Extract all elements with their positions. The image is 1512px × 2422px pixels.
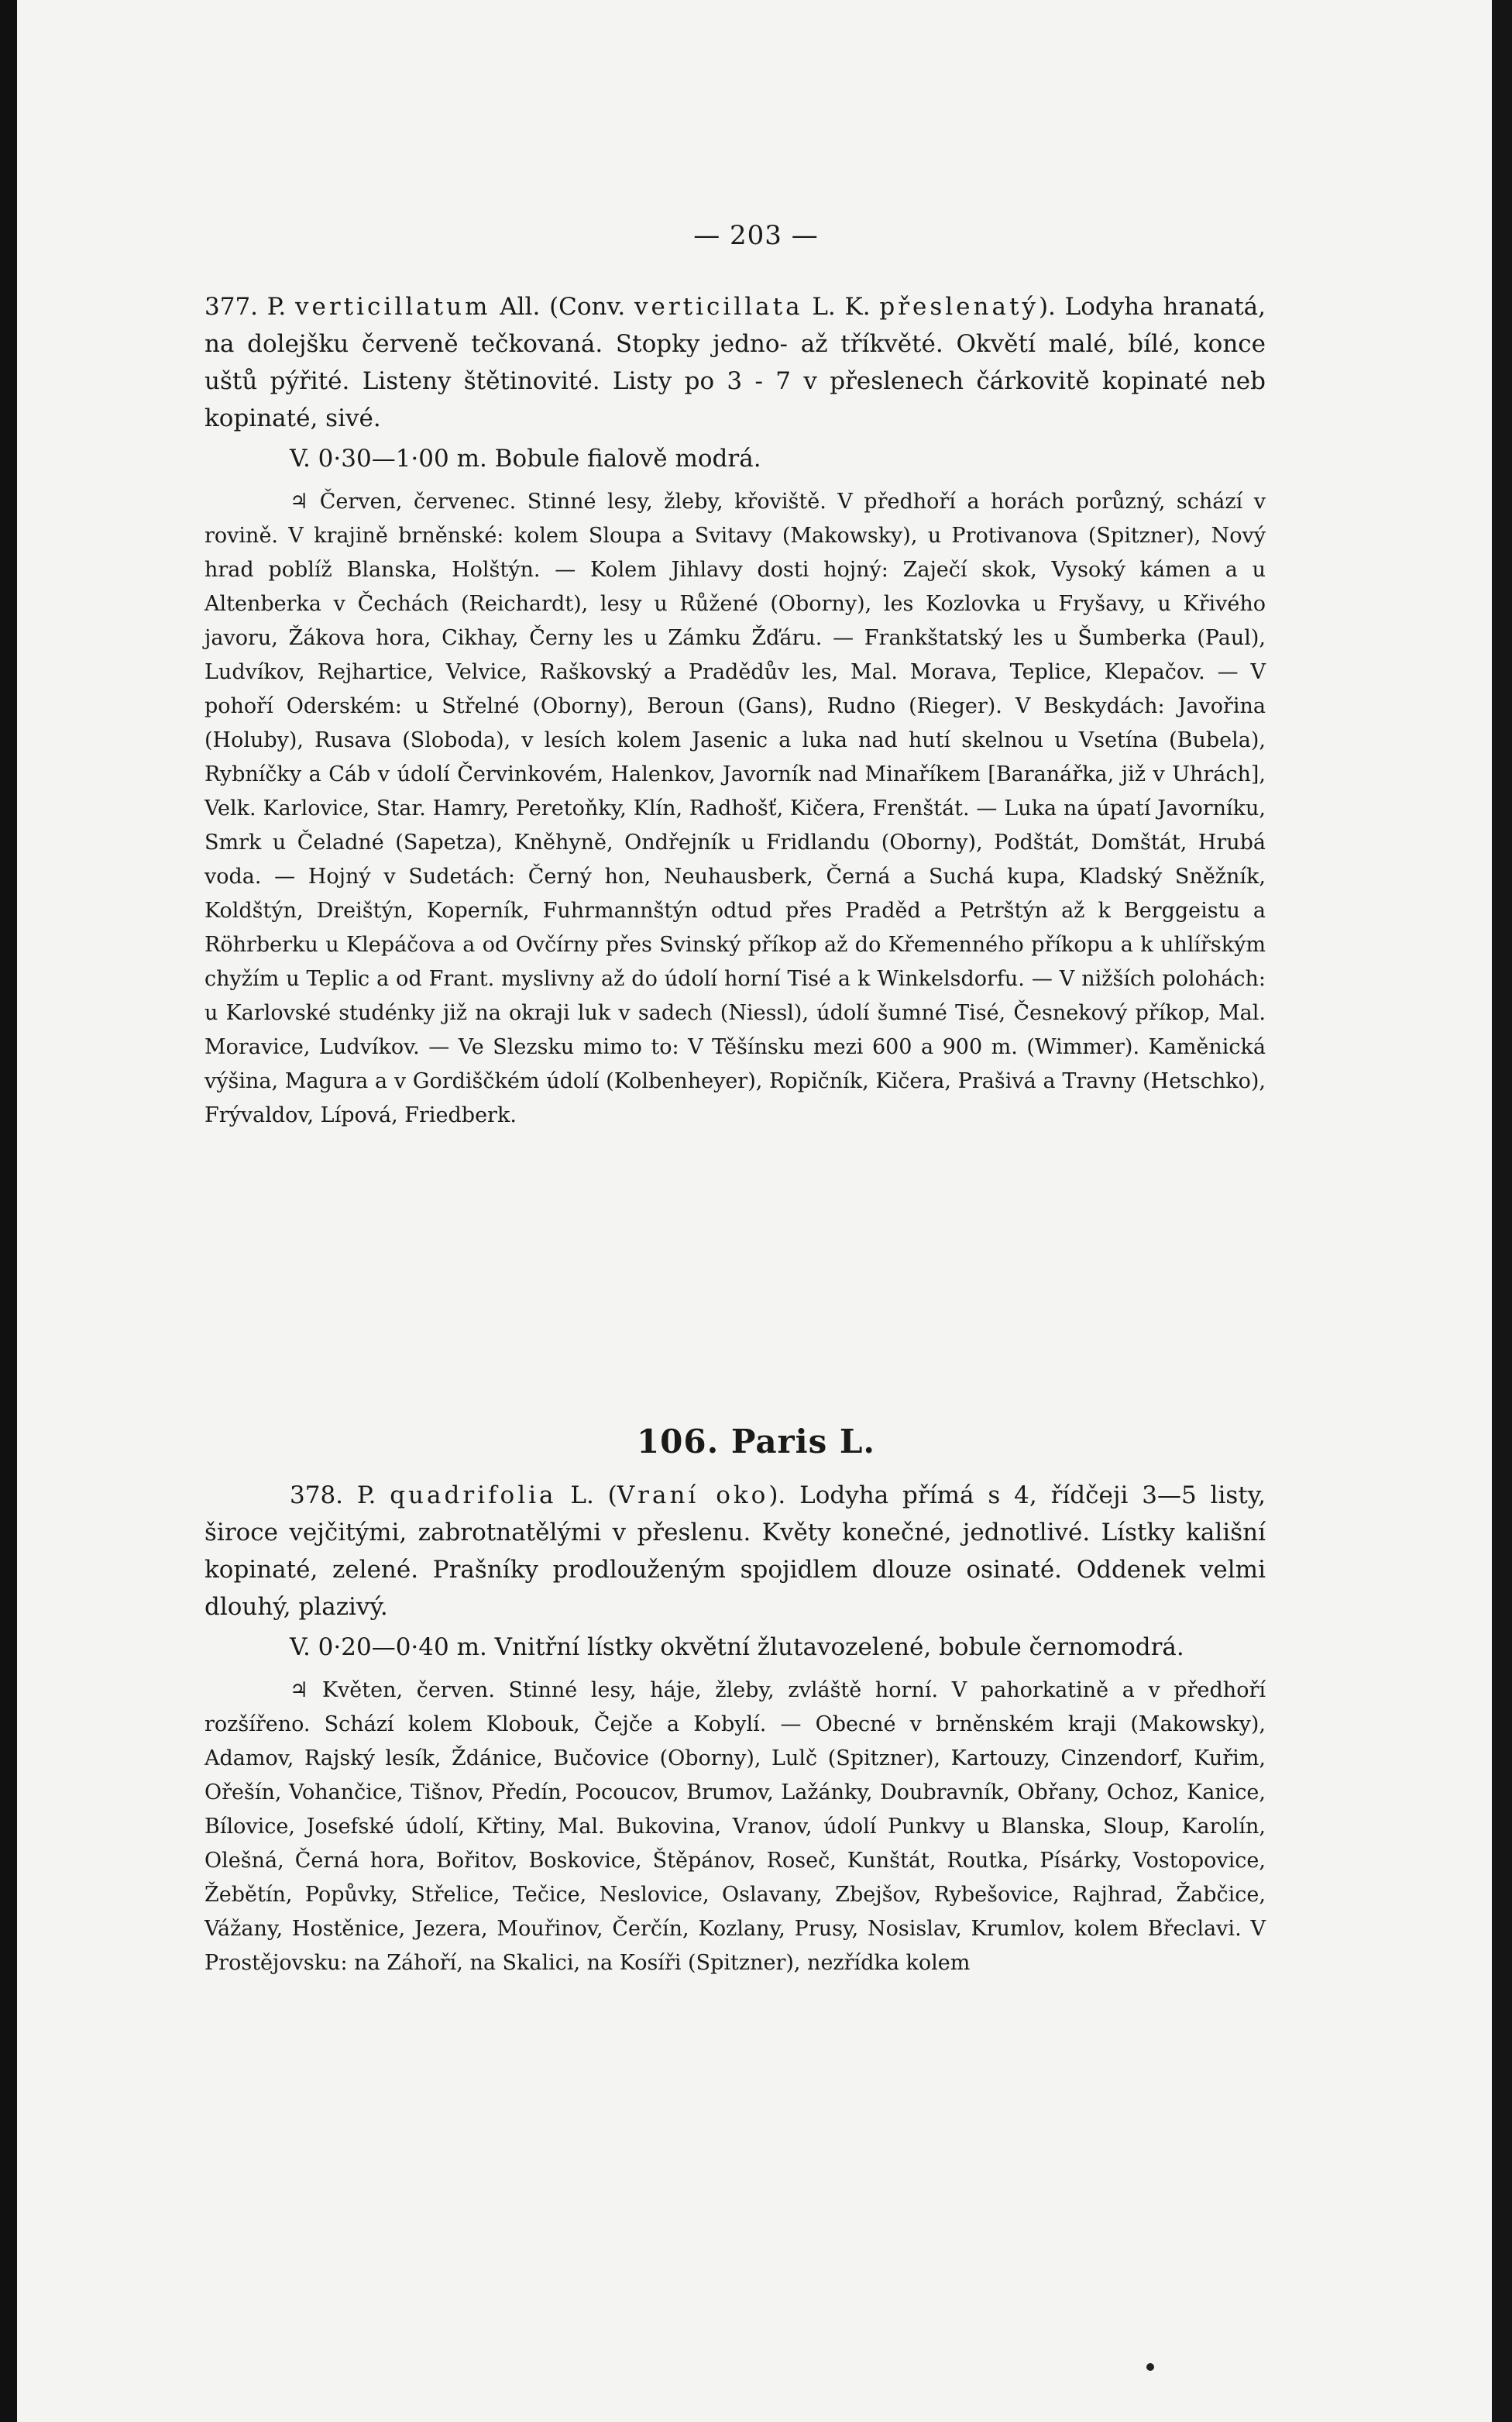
entry-377-synonym: verticillata [634, 293, 803, 321]
entry-377-czech-name: přeslenatý [879, 293, 1039, 321]
entry-378 [204, 1477, 1266, 1980]
entry-378-czech-name: Vraní oko [617, 1481, 769, 1509]
entry-378-species: quadrifolia [390, 1481, 557, 1509]
entry-378-distribution: ♃ Květen, červen. Stinné lesy, háje, žleby, zvláště horní. V pahorkatině a v předhoří rozšířeno. Schází kolem Klobouk, Čejče a Kobylí. — Obecné v brněnském kraji (Makowsky), Adamov, Rajský lesík, Ždánice, Bučovice (Oborny), Lulč (Spitzner), Kartouzy, Cinzendorf, Kuřim, Ořešín, Vohančice, Tišnov, Předín, Pocoucov, Brumov, Lažánky, Doubravník, Obřany, Ochoz, Kanice, Bílovice, Josefské údolí, Křtiny, Mal. Bukovina, Vranov, údolí Punkvy u Blanska, Sloup, Karolín, Olešná, Černá hora, Bořitov, Boskovice, Štěpánov, Roseč, Kunštát, Routka, Písárky, Vostopovice, Žebětín, Popůvky, Střelice, Tečice, Neslovice, Oslavany, Zbejšov, Rybešovice, Rajhrad, Žabčice, Vážany, Hostěnice, Jezera, Mouřinov, Čerčín, Kozlany, Prusy, Nosislav, Krumlov, kolem Břeclavi. V Prostějovsku: na Záhoří, na Skalici, na Kosíři (Spitzner), nezřídka kolem [204, 1678, 1266, 1975]
entry-378-desc: ). Lodyha přímá s 4, řídčeji 3—5 listy, široce vejčitými, zabrotnatělými v přeslenu. Květy konečné, jednotlivé. Lístky kališní kopinaté, zelené. Prašníky prodlouženým spojidlem dlouze osinaté. Oddenek velmi dlouhý, plazivý. [204, 1481, 1266, 1621]
entry-378-size: V. 0·20—0·40 m. Vnitřní lístky okvětní žlutavozelené, bobule černomodrá. [290, 1633, 1184, 1661]
entry-378-author: L. ( [556, 1481, 617, 1509]
page-number: — 203 — [693, 220, 819, 251]
entry-377-size: V. 0·30—1·00 m. Bobule fialově modrá. [290, 445, 761, 473]
entry-377-author: All. (Conv. [490, 293, 634, 321]
entry-378-number: 378. P. [290, 1481, 390, 1509]
genus-heading: 106. Paris L. [636, 1423, 876, 1460]
entry-377-species: verticillatum [295, 293, 491, 321]
entry-377-distribution: ♃ Červen, červenec. Stinné lesy, žleby, křoviště. V předhoří a horách porůzný, schází v rovině. V krajině brněnské: kolem Sloupa a Svitavy (Makowsky), u Protivanova (Spitzner), Nový hrad poblíž Blanska, Holštýn. — Kolem Jihlavy dosti hojný: Zaječí skok, Vysoký kámen a u Altenberka v Čechách (Reichardt), lesy u Růžené (Oborny), les Kozlovka u Fryšavy, u Křivého javoru, Žákova hora, Cikhay, Černy les u Zámku Žďáru. — Frankštatský les u Šumberka (Paul), Ludvíkov, Rejhartice, Velvice, Raškovský a Pradědův les, Mal. Morava, Teplice, Klepačov. — V pohoří Oderském: u Střelné (Oborny), Beroun (Gans), Rudno (Rieger). V Beskydách: Javořina (Holuby), Rusava (Sloboda), v lesích kolem Jasenic a luka nad hutí skelnou u Vsetína (Bubela), Rybníčky a Cáb v údolí Červinkovém, Halenkov, Javorník nad Minaříkem [Baranářka, již v Uhrách], Velk. Karlovice, Star. Hamry, Peretoňky, Klín, Radhošť, Kičera, Frenštát. — Luka na úpatí Javorníku, Smrk u Čeladné (Sapetza), Kněhyně, Ondřejník u Fridlandu (Oborny), Podštát, Domštát, Hrubá voda. — Hojný v Sudetách: Černý hon, Neuhausberk, Černá a Suchá kupa, Kladský Sněžník, Koldštýn, Dreištýn, Koperník, Fuhrmannštýn odtud přes Praděd a Petrštýn až k Berggeistu a Röhrberku u Klepáčova a od Ovčírny přes Svinský příkop až do Křemenného příkopu a k uhlířským chyžím u Teplic a od Frant. myslivny až do údolí horní Tisé a k Winkelsdorfu. — V nižších polohách: u Karlovské studénky již na okraji luk v sadech (Niessl), údolí šumné Tisé, Česnekový příkop, Mal. Moravice, Ludvíkov. — Ve Slezsku mimo to: V Těšínsku mezi 600 a 900 m. (Wimmer). Kaměnická výšina, Magura a v Gordiščkém údolí (Kolbenheyer), Ropičník, Kičera, Prašivá a Travny (Hetschko), Frývaldov, Lípová, Friedberk. [204, 490, 1266, 1127]
ink-dot [1146, 2363, 1154, 2371]
entry-377-number: 377. P. [204, 293, 295, 321]
scan-left-edge [0, 0, 17, 2422]
entry-377-desc: ). Lodyha hranatá, na dolejšku červeně tečkovaná. Stopky jedno- až tříkvěté. Okvětí malé, bílé, konce uštů pýřité. Listeny štětinovité. Listy po 3 - 7 v přeslenech čárkovitě kopinaté neb kopinaté, sivé. [204, 293, 1266, 432]
entry-377 [204, 288, 1266, 1133]
entry-377-synonym-author: L. K. [802, 293, 880, 321]
scan-right-edge [1492, 0, 1512, 2422]
entry-378-description [204, 1477, 1266, 1626]
entry-377-description [204, 288, 1266, 437]
